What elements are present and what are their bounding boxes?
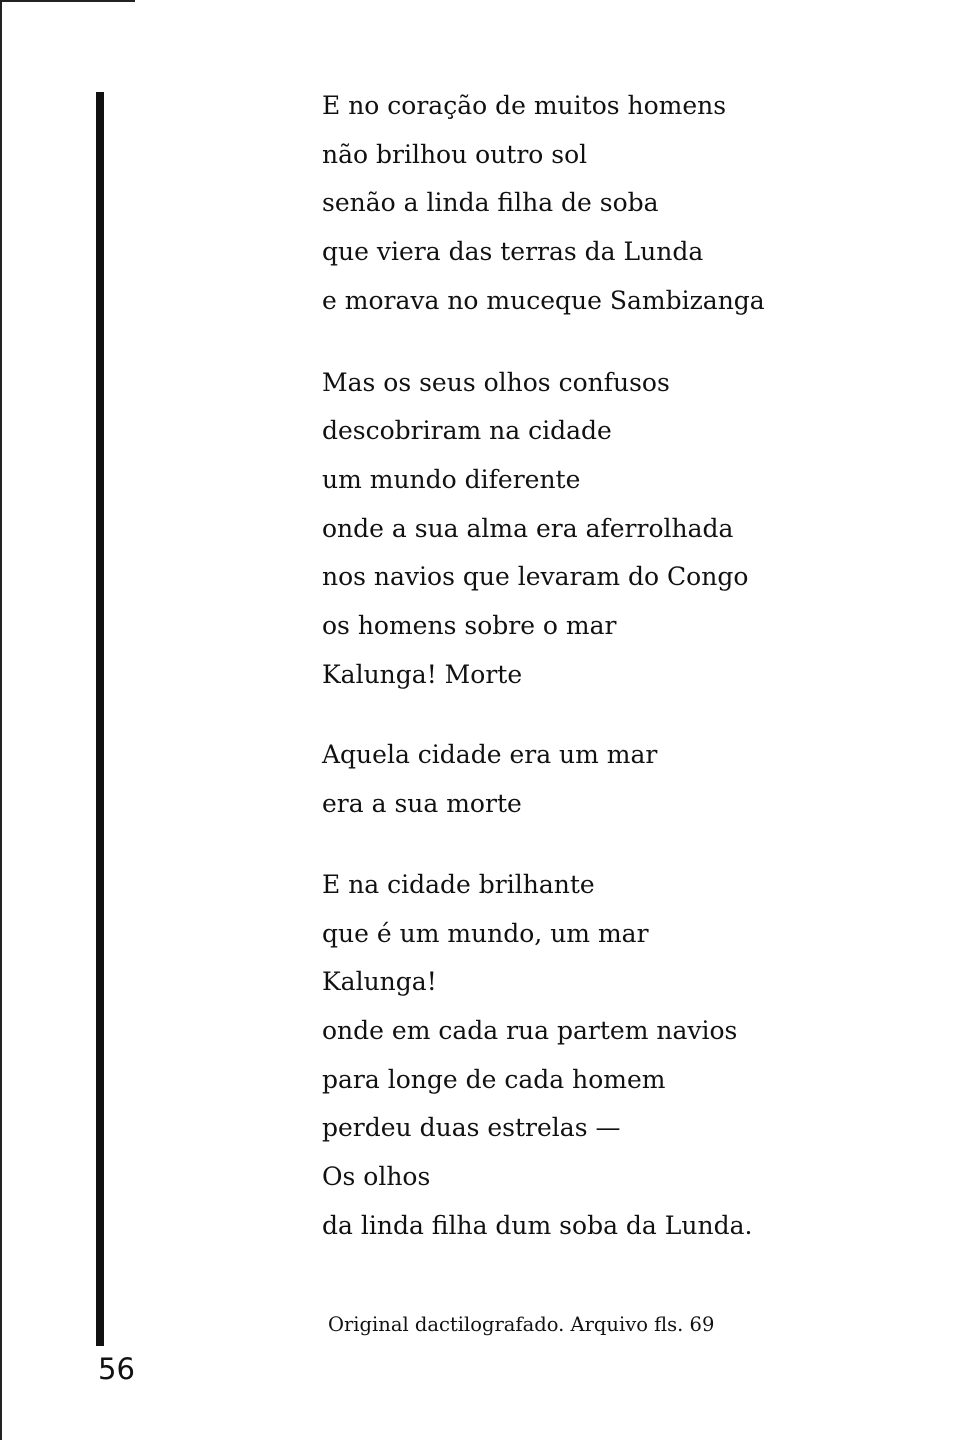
poem-line: nos navios que levaram do Congo <box>322 562 749 592</box>
poem-line: senão a linda filha de soba <box>322 188 659 218</box>
stanza-2 <box>322 359 942 700</box>
poem-line: E na cidade brilhante <box>322 869 595 899</box>
poem-line: era a sua morte <box>322 789 522 819</box>
poem-line: não brilhou outro sol <box>322 139 588 169</box>
poem-line: onde em cada rua partem navios <box>322 1015 738 1045</box>
source-note: Original dactilografado. Arquivo fls. 69 <box>328 1313 715 1336</box>
stanza-3 <box>322 731 942 828</box>
poem-line: os homens sobre o mar <box>322 611 617 641</box>
poem-line: da linda filha dum soba da Lunda. <box>322 1210 753 1240</box>
stanza-gap <box>322 326 942 359</box>
poem-line: onde a sua alma era aferrolhada <box>322 513 734 543</box>
poem-line: para longe de cada homem <box>322 1064 666 1094</box>
poem-line: e morava no muceque Sambizanga <box>322 285 765 315</box>
poem-line: Aquela cidade era um mar <box>322 740 658 770</box>
poem-line: Kalunga! Morte <box>322 659 523 689</box>
stanza-gap <box>322 699 942 731</box>
poem-line: Kalunga! <box>322 967 437 997</box>
poem-line: Mas os seus olhos confusos <box>322 367 670 397</box>
poem <box>322 82 942 1250</box>
stanza-gap <box>322 829 942 861</box>
poem-line: um mundo diferente <box>322 464 581 494</box>
poem-line: que é um mundo, um mar <box>322 918 649 948</box>
page-edge-top <box>0 0 135 2</box>
poem-line: que viera das terras da Lunda <box>322 237 704 267</box>
poem-line: E no coração de muitos homens <box>322 91 727 120</box>
poem-line: Os olhos <box>322 1162 431 1192</box>
margin-rule <box>96 92 104 1346</box>
stanza-1 <box>322 82 942 326</box>
poem-line: perdeu duas estrelas — <box>322 1113 621 1143</box>
stanza-4 <box>322 861 942 1251</box>
page-edge-left <box>0 0 2 1440</box>
poem-line: descobriram na cidade <box>322 416 612 446</box>
page-number: 56 <box>98 1352 135 1386</box>
